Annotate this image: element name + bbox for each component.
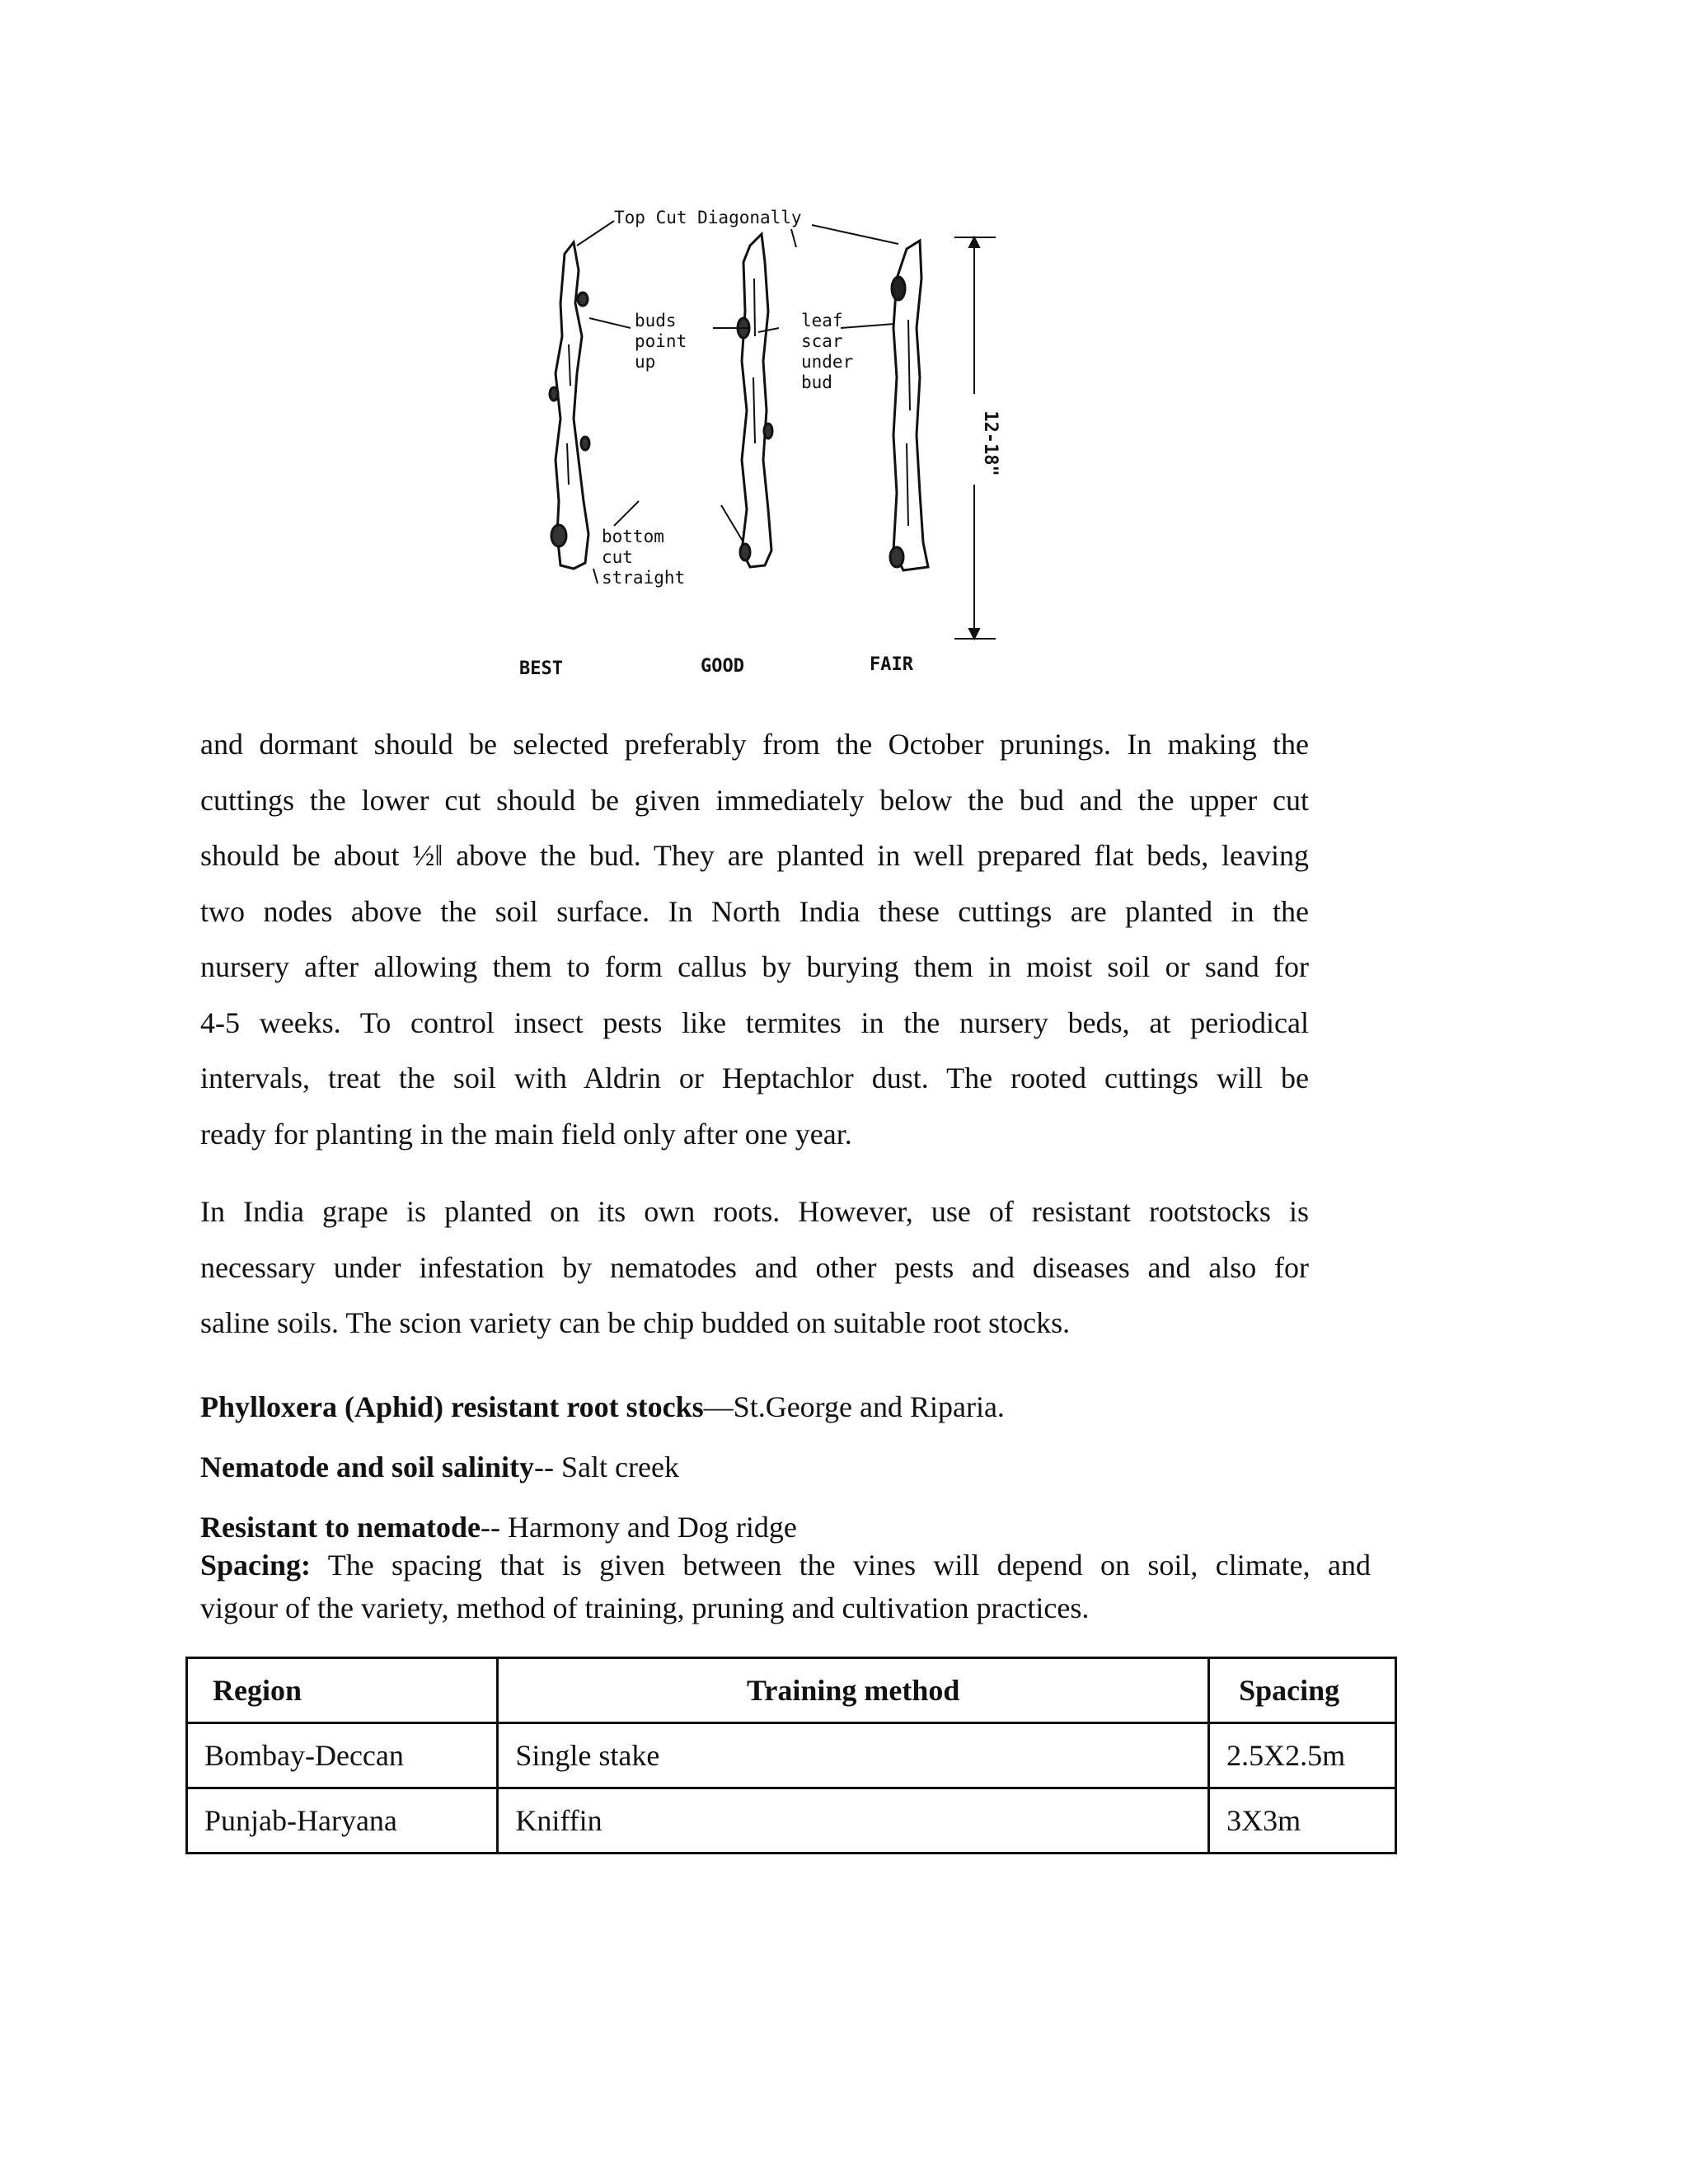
label-good: GOOD [701,656,744,677]
paragraph-line: two nodes above the soil surface. In North India these cuttings are planted in the [200,894,1309,928]
table-header-row [187,1658,1396,1723]
table-row [187,1723,1396,1788]
label-leaf-3: under [801,352,854,372]
label-leaf-1: leaf [801,311,843,330]
grape-cuttings-illustration [503,196,1030,691]
rootstock-text: -- Salt creek [534,1451,679,1483]
paragraph-line: cuttings the lower cut should be given immediately below the bud and the upper cut [200,783,1309,817]
rootstock-term: Resistant to nematode [200,1511,481,1544]
header-training-method: Training method [498,1658,1209,1723]
rootstock-term: Phylloxera (Aphid) resistant root stocks [200,1390,704,1423]
label-top-cut: Top Cut Diagonally [614,208,802,227]
rootstock-text: —St.George and Riparia. [703,1390,1005,1423]
paragraph-line: necessary under infestation by nematodes and other pests and diseases and also for [200,1250,1309,1284]
spacing-text: The spacing that is given between the vines will depend on soil, climate, and [311,1549,1371,1582]
label-bottom-2: cut [602,547,633,567]
cell-spacing: 3X3m [1209,1788,1396,1854]
label-measurement: 12-18" [980,410,1001,476]
rootstock-nematode [200,1507,797,1548]
spacing-table [185,1657,1397,1854]
label-leaf-2: scar [801,331,843,351]
paragraph-rootstocks [200,1184,1309,1352]
paragraph-line: and dormant should be selected preferably from the October prunings. In making the [200,728,1309,761]
label-leaf-4: bud [801,373,832,392]
label-buds-2: point [635,331,687,351]
spacing-paragraph [200,1544,1371,1629]
rootstock-phylloxera [200,1386,1005,1427]
rootstock-term: Nematode and soil salinity [200,1451,535,1483]
grape-cuttings-figure [503,196,1030,691]
rootstock-text: -- Harmony and Dog ridge [480,1511,797,1544]
paragraph-line: nursery after allowing them to form callus by burying them in moist soil or sand for [200,950,1309,983]
paragraph-cuttings [200,717,1309,1162]
header-spacing: Spacing [1209,1658,1396,1723]
rootstock-nematode-salinity [200,1446,679,1488]
header-region: Region [187,1658,498,1723]
spacing-line [200,1544,1371,1586]
cell-region: Punjab-Haryana [187,1788,498,1854]
cell-region: Bombay-Deccan [187,1723,498,1788]
label-buds-1: buds [635,311,677,330]
label-bottom-1: bottom [602,527,664,546]
spacing-term: Spacing: [200,1549,312,1582]
paragraph-line: In India grape is planted on its own roots. However, use of resistant rootstocks is [200,1195,1309,1228]
label-bottom-3: straight [602,568,686,588]
cutting-fair [890,241,928,570]
cutting-best [550,242,589,569]
paragraph-line: saline soils. The scion variety can be chip budded on suitable root stocks. [200,1306,1071,1339]
cell-training-method: Kniffin [498,1788,1209,1854]
paragraph-line: 4-5 weeks. To control insect pests like termites in the nursery beds, at periodical [200,1005,1309,1039]
paragraph-line: intervals, treat the soil with Aldrin or Heptachlor dust. The rooted cuttings will be [200,1062,1309,1094]
label-fair: FAIR [870,654,913,675]
cell-training-method: Single stake [498,1723,1209,1788]
cutting-good [738,234,772,567]
table-row [187,1788,1396,1854]
paragraph-line: should be about ½‖ above the bud. They are planted in well prepared flat beds, leaving [200,839,1309,872]
label-best: BEST [519,658,563,679]
cell-spacing: 2.5X2.5m [1209,1723,1396,1788]
paragraph-line: ready for planting in the main field only after one year. [200,1117,852,1151]
spacing-line: vigour of the variety, method of training, pruning and cultivation practices. [200,1591,1090,1624]
label-buds-3: up [635,352,656,372]
